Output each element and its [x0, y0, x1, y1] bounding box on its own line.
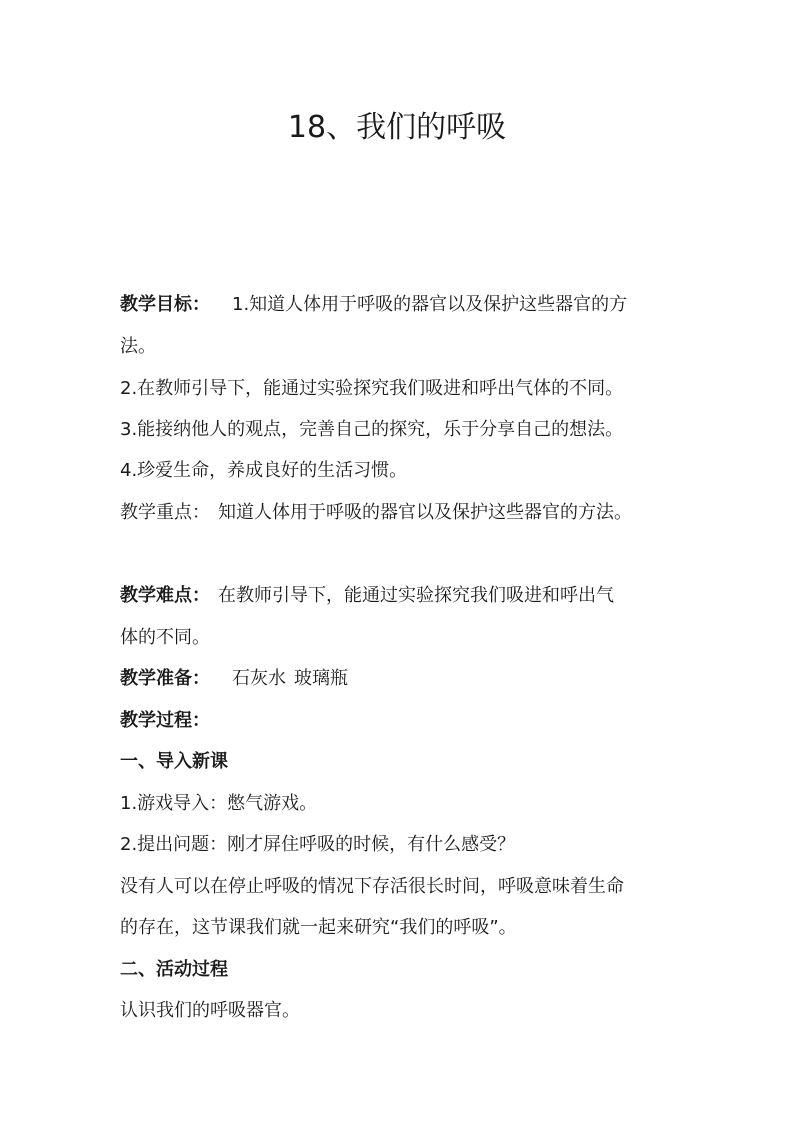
objectives-label: 教学目标： [120, 294, 210, 315]
section-1-heading: 一、导入新课 [120, 751, 228, 772]
objectives-line-1 [120, 293, 690, 317]
preparation-label: 教学准备： [120, 668, 210, 689]
difficulty-line-2: 体的不同。 [120, 627, 210, 648]
preparation-line [120, 667, 690, 691]
section-2-heading: 二、活动过程 [120, 959, 228, 980]
page-title: 18、我们的呼吸 [287, 110, 507, 145]
section-1-item-1: 1.游戏导入：憋气游戏。 [120, 793, 318, 814]
objective-3: 3.能接纳他人的观点，完善自己的探究，乐于分享自己的想法。 [120, 419, 624, 440]
section-2-text: 认识我们的呼吸器官。 [120, 1000, 300, 1021]
difficulty-label: 教学难点： [120, 585, 210, 606]
key-point-text: 知道人体用于呼吸的器官以及保护这些器官的方法。 [218, 502, 632, 523]
process-label: 教学过程： [120, 710, 210, 731]
objective-4: 4.珍爱生命，养成良好的生活习惯。 [120, 460, 408, 481]
preparation-item-2: 玻璃瓶 [294, 668, 348, 689]
difficulty-line-1 [120, 584, 690, 608]
objective-1-continued: 法。 [120, 336, 156, 357]
key-point-line [120, 501, 690, 525]
key-point-label: 教学重点： [120, 502, 210, 523]
objective-2: 2.在教师引导下，能通过实验探究我们吸进和呼出气体的不同。 [120, 378, 624, 399]
section-1-paragraph-line-1: 没有人可以在停止呼吸的情况下存活很长时间，呼吸意味着生命 [120, 876, 624, 897]
section-1-paragraph-line-2: 的存在，这节课我们就一起来研究“我们的呼吸”。 [120, 917, 517, 938]
difficulty-text: 在教师引导下，能通过实验探究我们吸进和呼出气 [218, 585, 614, 606]
preparation-item-1: 石灰水 [232, 668, 286, 689]
objective-1-text: 1.知道人体用于呼吸的器官以及保护这些器官的方 [232, 294, 628, 315]
section-1-item-2: 2.提出问题：刚才屏住呼吸的时候，有什么感受？ [120, 834, 516, 855]
